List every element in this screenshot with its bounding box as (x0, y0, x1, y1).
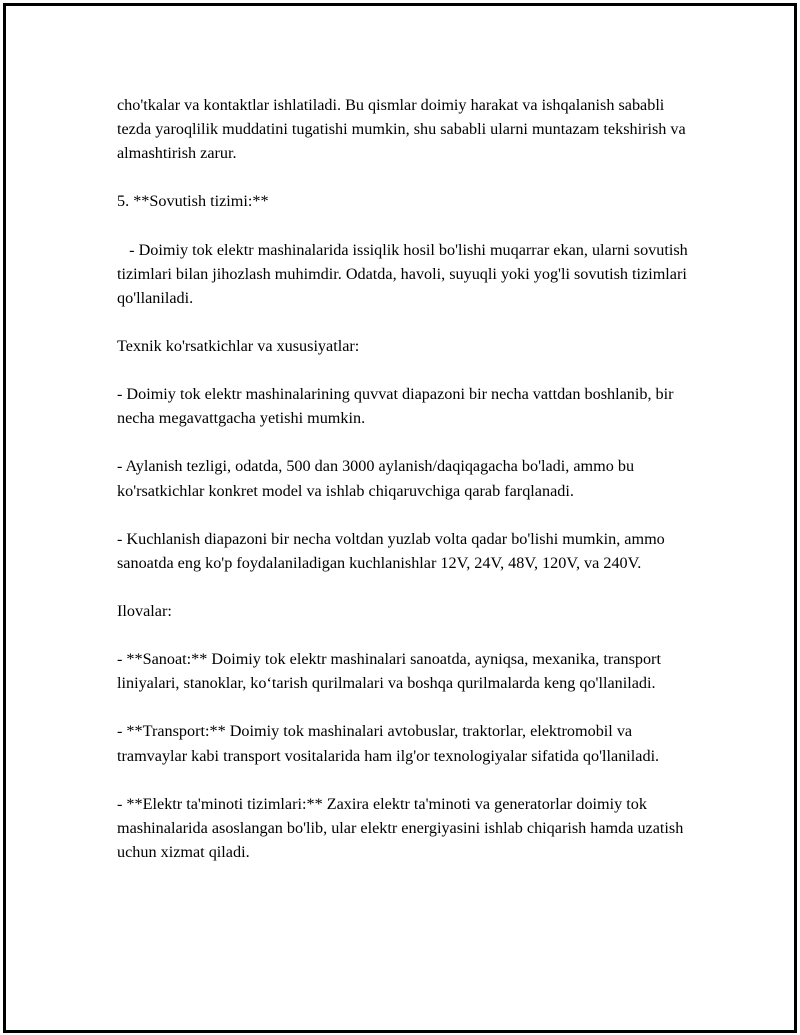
list-item-voltage-range: - Kuchlanish diapazoni bir necha voltdan yuzlab volta qadar bo'lishi mumkin, ammo sanoatda eng ko'p foydalaniladigan kuchlanishlar 12V, 24V, 48V, 120V, va 240V. (117, 529, 669, 572)
paragraph-cooling-description: - Doimiy tok elektr mashinalarida issiqlik hosil bo'lishi muqarrar ekan, ularni sovutish tizimlari bilan jihozlash muhimdir. Odatda, havoli, suyuqli yoki yog'li sovutish tizimlari qo'llaniladi. (117, 240, 692, 307)
list-item-power-range: - Doimiy tok elektr mashinalarining quvvat diapazoni bir necha vattdan boshlanib, bir necha megavattgacha yetishi mumkin. (117, 385, 678, 428)
heading-technical-specs: Texnik ko'rsatkichlar va xususiyatlar: (117, 336, 360, 355)
paragraph-brushes-continued: cho'tkalar va kontaktlar ishlatiladi. Bu qismlar doimiy harakat va ishqalanish sababli tezda yaroqlilik muddatini tugatishi mumkin, shu sababli ularni muntazam tekshirish va almashtirish zarur. (117, 96, 690, 163)
heading-cooling-system: 5. **Sovutish tizimi:** (117, 192, 269, 211)
list-item-industry: - **Sanoat:** Doimiy tok elektr mashinalari sanoatda, ayniqsa, mexanika, transport liniyalari, stanoklar, ko‘tarish qurilmalari va boshqa qurilmalarda keng qo'llaniladi. (117, 650, 665, 693)
document-body (117, 93, 692, 864)
list-item-rotation-speed: - Aylanish tezligi, odatda, 500 dan 3000 aylanish/daqiqagacha bo'ladi, ammo bu ko'rsatkichlar konkret model va ishlab chiqaruvchiga qarab farqlanadi. (117, 457, 639, 500)
list-item-transport: - **Transport:** Doimiy tok mashinalari avtobuslar, traktorlar, elektromobil va tramvaylar kabi transport vositalarida ham ilg'or texnologiyalar sifatida qo'llaniladi. (117, 722, 660, 765)
heading-applications: Ilovalar: (117, 601, 172, 620)
list-item-power-supply: - **Elektr ta'minoti tizimlari:** Zaxira elektr ta'minoti va generatorlar doimiy tok mashinalarida asoslangan bo'lib, ular elektr energiyasini ishlab chiqarish hamda uzatish uchun xizmat qiladi. (117, 794, 688, 861)
